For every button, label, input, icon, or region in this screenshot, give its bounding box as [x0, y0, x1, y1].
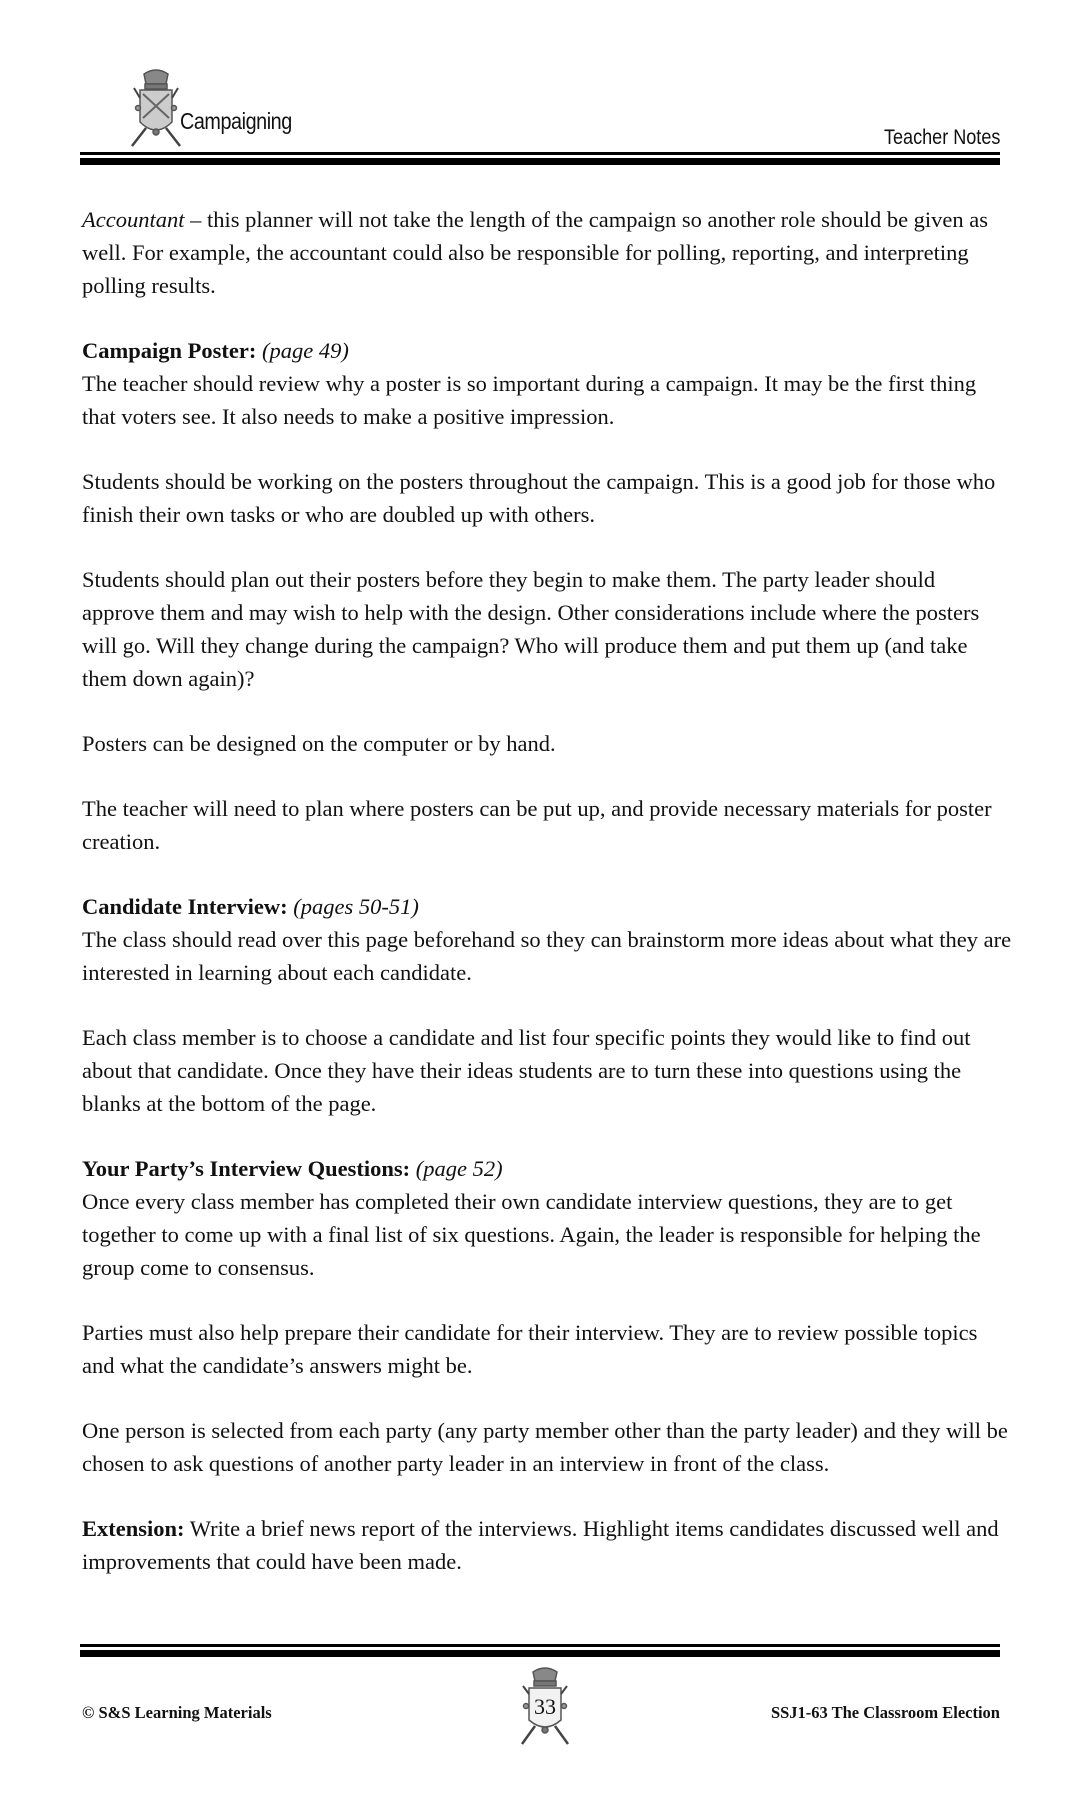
paragraph: The class should read over this page beforehand so they can brainstorm more ideas about what they are interested in learning about each candidate. [82, 927, 1012, 985]
header-label: Teacher Notes [883, 126, 1000, 149]
book-title: SSJ1-63 The Classroom Election [770, 1703, 1000, 1722]
paragraph: The teacher should review why a poster is so important during a campaign. It may be the first thing that voters see. It also needs to make a positive impression. [82, 371, 977, 429]
party-questions-heading [82, 1152, 1012, 1185]
paragraph: Each class member is to choose a candidate and list four specific points they would like to find out about that candidate. Once they have their ideas students are to turn these into questions using the blanks at the bottom of the page. [82, 1025, 971, 1116]
paragraph: Students should plan out their posters before they begin to make them. The party leader should approve them and may wish to help with the design. Other considerations include where the posters will go. Will they change during the campaign? Who will produce them and put them up (and take them down again)? [82, 567, 980, 691]
paragraph: Parties must also help prepare their candidate for their interview. They are to review possible topics and what the candidate’s answers might be. [82, 1320, 978, 1378]
party-questions-section [82, 1152, 1012, 1284]
paragraph: Students should be working on the posters throughout the campaign. This is a good job for those who finish their own tasks or who are doubled up with others. [82, 469, 996, 527]
extension-paragraph [82, 1512, 1012, 1578]
candidate-interview-heading [82, 890, 1012, 923]
section-title: Campaigning [180, 108, 292, 134]
heading-text: Campaign Poster: [82, 338, 257, 363]
crest-icon [128, 68, 184, 152]
accountant-text: – this planner will not take the length of the campaign so another role should be given as well. For example, the accountant could also be responsible for polling, reporting, and interpreting polling results. [82, 207, 989, 298]
paragraph: Posters can be designed on the computer or by hand. [82, 731, 556, 756]
paragraph: One person is selected from each party (any party member other than the party leader) and they will be chosen to ask questions of another party leader in an interview in front of the class. [82, 1418, 1008, 1476]
page-ref: (page 52) [415, 1156, 503, 1181]
page-ref: (page 49) [261, 338, 349, 363]
footer-rule-thin [80, 1644, 1000, 1647]
campaign-poster-heading [82, 334, 1012, 367]
accountant-label: Accountant [82, 207, 185, 232]
accountant-paragraph [82, 203, 1012, 302]
body-content [82, 203, 1012, 1610]
copyright: © S&S Learning Materials [82, 1703, 272, 1722]
page-number: 33 [534, 1694, 556, 1719]
extension-text: Write a brief news report of the interviews. Highlight items candidates discussed well and improvements that could have been made. [82, 1516, 999, 1574]
extension-label: Extension: [82, 1516, 185, 1541]
header-rule-thick [80, 158, 1000, 165]
campaign-poster-section [82, 334, 1012, 433]
footer-rule-thick [80, 1650, 1000, 1657]
paragraph: The teacher will need to plan where posters can be put up, and provide necessary materials for poster creation. [82, 796, 992, 854]
heading-text: Your Party’s Interview Questions: [82, 1156, 411, 1181]
paragraph: Once every class member has completed their own candidate interview questions, they are to get together to come up with a final list of six questions. Again, the leader is responsible for helping the group come to consensus. [82, 1189, 981, 1280]
header-rule-thin [80, 152, 1000, 155]
page-ref: (pages 50-51) [293, 894, 419, 919]
heading-text: Candidate Interview: [82, 894, 288, 919]
candidate-interview-section [82, 890, 1012, 989]
